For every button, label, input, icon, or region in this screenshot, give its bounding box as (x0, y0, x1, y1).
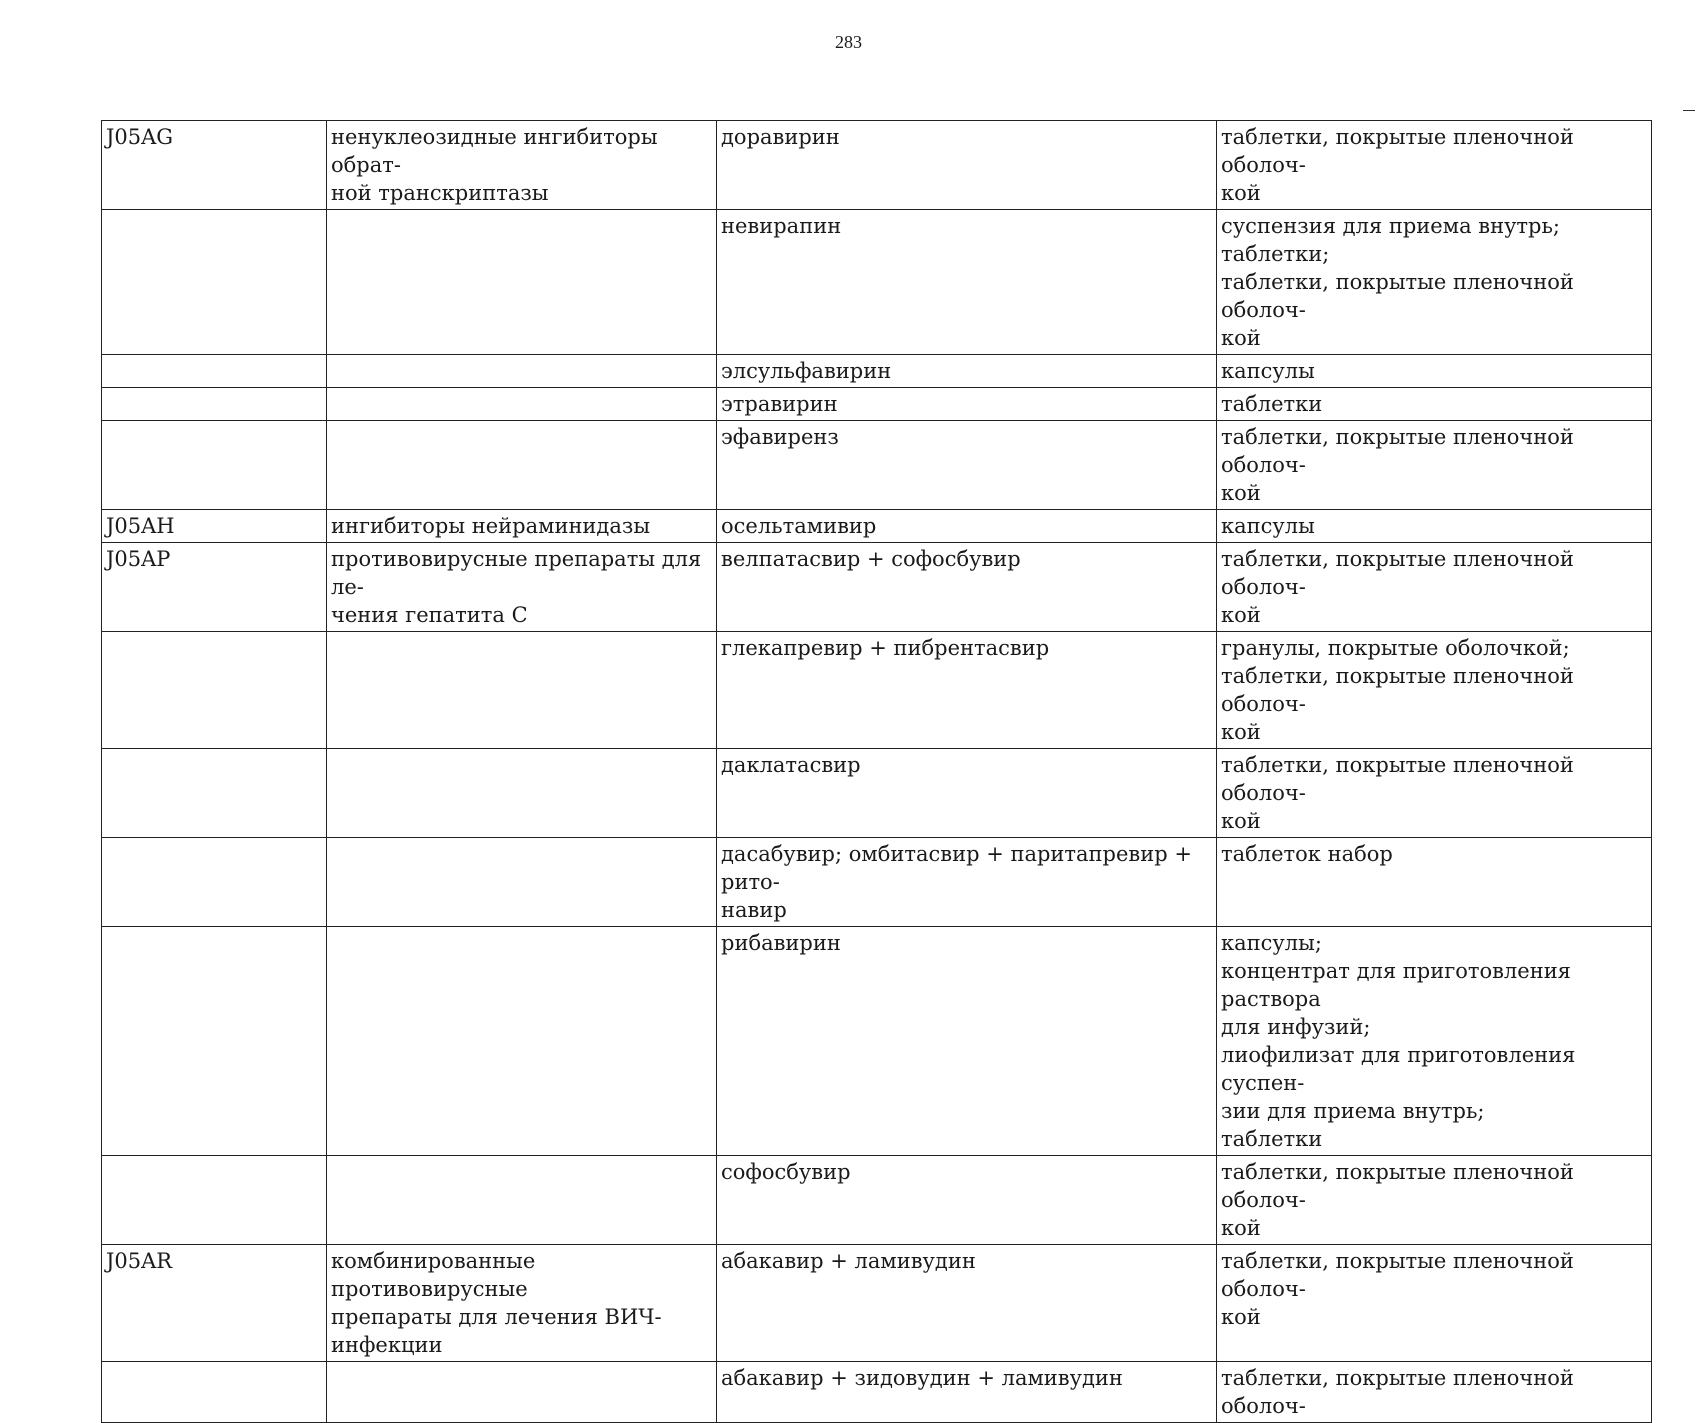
cell-line: ной транскриптазы (331, 181, 549, 205)
cell-line: J05AG (106, 125, 174, 149)
atc-code-cell (102, 632, 327, 749)
table-row (102, 355, 1652, 388)
cell-line: софосбувир (721, 1160, 851, 1184)
cell-line: зии для приема внутрь; (1221, 1099, 1485, 1123)
table-row (102, 749, 1652, 838)
cell-line: инфекции (331, 1333, 443, 1357)
pharmacological-group-cell (327, 388, 717, 421)
drug-name-cell (717, 1362, 1217, 1423)
drug-name-cell (717, 388, 1217, 421)
cell-line: осельтамивир (721, 514, 877, 538)
cell-line: чения гепатита С (331, 603, 528, 627)
dosage-forms-cell (1217, 543, 1652, 632)
atc-code-cell (102, 927, 327, 1156)
atc-code-cell (102, 388, 327, 421)
drug-name-cell (717, 121, 1217, 210)
cell-line: таблетки; (1221, 242, 1330, 266)
table-row (102, 632, 1652, 749)
cell-line: кой (1221, 603, 1261, 627)
dosage-forms-cell (1217, 838, 1652, 927)
cell-line: велпатасвир + софосбувир (721, 547, 1021, 571)
cell-line: таблетки, покрытые пленочной оболоч- (1221, 664, 1574, 716)
cell-line: кой (1221, 181, 1261, 205)
cell-line: кой (1221, 1216, 1261, 1240)
atc-code-cell (102, 749, 327, 838)
table-row (102, 1362, 1652, 1423)
atc-code-cell (102, 1362, 327, 1423)
cell-line: таблетки, покрытые пленочной оболоч- (1221, 125, 1574, 177)
cell-line: комбинированные противовирусные (331, 1249, 536, 1301)
cell-line: капсулы (1221, 514, 1315, 538)
cell-line: эфавиренз (721, 425, 839, 449)
dosage-forms-cell (1217, 121, 1652, 210)
table-body (102, 121, 1652, 1423)
atc-code-cell (102, 1156, 327, 1245)
table-row (102, 838, 1652, 927)
cell-line: таблетки, покрытые пленочной оболоч- (1221, 1366, 1574, 1418)
cell-line: препараты для лечения ВИЧ- (331, 1305, 662, 1329)
atc-code-cell (102, 838, 327, 927)
cell-line: кой (1221, 1305, 1261, 1329)
page-number: 283 (835, 32, 862, 52)
drug-name-cell (717, 632, 1217, 749)
cell-line: абакавир + ламивудин (721, 1249, 976, 1273)
cell-line: J05AP (106, 547, 171, 571)
cell-line: таблетки, покрытые пленочной оболоч- (1221, 1160, 1574, 1212)
cell-line: суспензия для приема внутрь; (1221, 214, 1561, 238)
cell-line: доравирин (721, 125, 840, 149)
cell-line: таблетки, покрытые пленочной оболоч- (1221, 1249, 1574, 1301)
drug-table (101, 120, 1652, 1423)
cell-line: таблетки, покрытые пленочной оболоч- (1221, 425, 1574, 477)
cell-line: ингибиторы нейраминидазы (331, 514, 651, 538)
drug-name-cell (717, 355, 1217, 388)
table-row (102, 1156, 1652, 1245)
pharmacological-group-cell (327, 510, 717, 543)
dosage-forms-cell (1217, 510, 1652, 543)
cell-line: противовирусные препараты для ле- (331, 547, 702, 599)
dosage-forms-cell (1217, 749, 1652, 838)
cell-line: таблетки, покрытые пленочной оболоч- (1221, 547, 1574, 599)
cell-line: даклатасвир (721, 753, 861, 777)
cell-line: J05AH (106, 514, 175, 538)
atc-code-cell (102, 1245, 327, 1362)
atc-code-cell (102, 121, 327, 210)
cell-line: рибавирин (721, 931, 841, 955)
table-row (102, 543, 1652, 632)
drug-name-cell (717, 421, 1217, 510)
dosage-forms-cell (1217, 355, 1652, 388)
pharmacological-group-cell (327, 1156, 717, 1245)
cell-line: глекапревир + пибрентасвир (721, 636, 1050, 660)
dosage-forms-cell (1217, 927, 1652, 1156)
drug-name-cell (717, 510, 1217, 543)
drug-name-cell (717, 1245, 1217, 1362)
drug-name-cell (717, 838, 1217, 927)
cell-line: ненуклеозидные ингибиторы обрат- (331, 125, 658, 177)
cell-line: этравирин (721, 392, 838, 416)
atc-code-cell (102, 510, 327, 543)
pharmacological-group-cell (327, 543, 717, 632)
pharmacological-group-cell (327, 210, 717, 355)
drug-name-cell (717, 1156, 1217, 1245)
table-row (102, 388, 1652, 421)
cell-line: концентрат для приготовления раствора (1221, 959, 1571, 1011)
dosage-forms-cell (1217, 1156, 1652, 1245)
cell-line: таблетки (1221, 392, 1323, 416)
cell-line: таблеток набор (1221, 842, 1393, 866)
table-row (102, 210, 1652, 355)
cell-line: для инфузий; (1221, 1015, 1371, 1039)
table-row (102, 927, 1652, 1156)
drug-name-cell (717, 543, 1217, 632)
pharmacological-group-cell (327, 927, 717, 1156)
atc-code-cell (102, 210, 327, 355)
cell-line: кой (1221, 720, 1261, 744)
pharmacological-group-cell (327, 838, 717, 927)
drug-name-cell (717, 927, 1217, 1156)
cell-line: капсулы (1221, 359, 1315, 383)
pharmacological-group-cell (327, 1245, 717, 1362)
table-row (102, 121, 1652, 210)
cell-line: кой (1221, 481, 1261, 505)
cell-line: капсулы; (1221, 931, 1322, 955)
cell-line: абакавир + зидовудин + ламивудин (721, 1366, 1123, 1390)
table-row (102, 1245, 1652, 1362)
cell-line: гранулы, покрытые оболочкой; (1221, 636, 1570, 660)
atc-code-cell (102, 355, 327, 388)
table-row (102, 510, 1652, 543)
cell-line: невирапин (721, 214, 842, 238)
cell-line: лиофилизат для приготовления суспен- (1221, 1043, 1576, 1095)
cell-line: дасабувир; омбитасвир + паритапревир + рито- (721, 842, 1192, 894)
cell-line: кой (1221, 326, 1261, 350)
cell-line: элсульфавирин (721, 359, 892, 383)
cell-line: кой (1221, 809, 1261, 833)
dosage-forms-cell (1217, 388, 1652, 421)
table-row (102, 421, 1652, 510)
pharmacological-group-cell (327, 121, 717, 210)
cell-line: навир (721, 898, 787, 922)
pharmacological-group-cell (327, 749, 717, 838)
pharmacological-group-cell (327, 632, 717, 749)
cell-line: J05AR (106, 1249, 173, 1273)
cell-line: таблетки (1221, 1127, 1323, 1151)
atc-code-cell (102, 421, 327, 510)
pharmacological-group-cell (327, 1362, 717, 1423)
dosage-forms-cell (1217, 210, 1652, 355)
drug-name-cell (717, 749, 1217, 838)
dosage-forms-cell (1217, 421, 1652, 510)
atc-code-cell (102, 543, 327, 632)
drug-name-cell (717, 210, 1217, 355)
pharmacological-group-cell (327, 355, 717, 388)
cell-line: таблетки, покрытые пленочной оболоч- (1221, 753, 1574, 805)
dosage-forms-cell (1217, 1362, 1652, 1423)
pharmacological-group-cell (327, 421, 717, 510)
dosage-forms-cell (1217, 632, 1652, 749)
cell-line: таблетки, покрытые пленочной оболоч- (1221, 270, 1574, 322)
dosage-forms-cell (1217, 1245, 1652, 1362)
edge-mark (1683, 110, 1695, 111)
